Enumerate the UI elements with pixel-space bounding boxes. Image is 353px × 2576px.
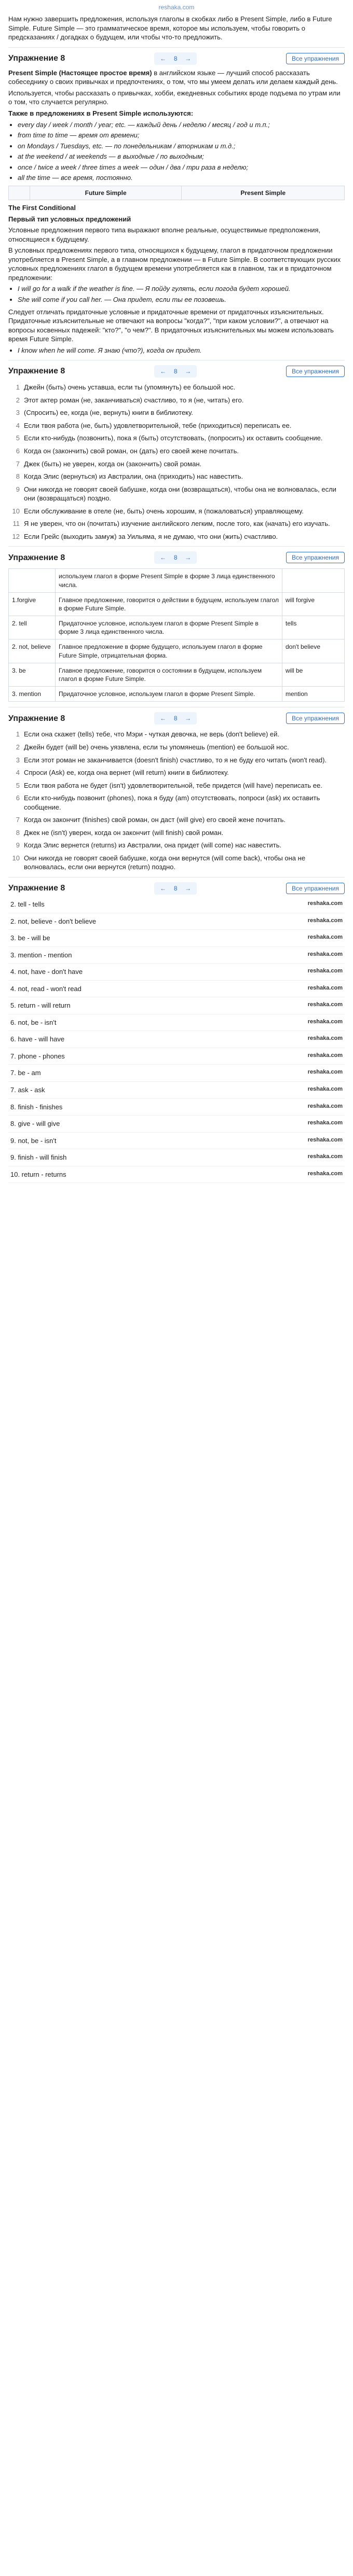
item-text: Они никогда не говорят своей бабушке, когда они вернутся (will come back), чтобы она не волновалась, если они вернутся (return) поздно. [24, 854, 306, 871]
item-number: 5 [16, 781, 20, 789]
watermark: reshaka.com [307, 1153, 343, 1160]
item-number: 7 [16, 816, 20, 824]
page-number: 8 [173, 54, 178, 62]
table-cell: используем глагол в форме Present Simple в форме 3 лица единственного числа. [56, 569, 282, 592]
list-item [8, 519, 345, 528]
item-text: Если твоя работа (не, быть) удовлетворительной, тебе (приходиться) переписать ее. [24, 421, 292, 429]
tense-comparison-table [8, 186, 345, 200]
card-title: Упражнение 8 [8, 553, 65, 562]
list-item [8, 768, 345, 777]
table-row [9, 592, 345, 616]
prev-arrow-icon[interactable]: ← [160, 715, 167, 722]
item-text: Джейн будет (will be) очень уязвлена, если ты упомянешь (mention) ее большой нос. [24, 743, 289, 751]
table-cell: Главное предложение в форме будущего, используем глагол в форме Future Simple, отрицательная форма. [56, 639, 282, 663]
table-cell: Главное предложение, говорится о действии в будущем, используем глагол в форме Future Simple. [56, 592, 282, 616]
item-text: Спроси (Ask) ее, когда она вернет (will return) книги в библиотеку. [24, 769, 229, 777]
present-simple-words-title: Также в предложениях в Present Simple используются: [8, 109, 194, 118]
list-item: • I will go for a walk if the weather is fine. — Я пойду гулять, если погода будет хорошей. [18, 284, 345, 294]
item-number: 10 [12, 507, 20, 515]
item-number: 5 [16, 434, 20, 442]
table-row [9, 616, 345, 639]
item-text: Если твоя работа не будет (isn't) удовлетворительной, тебе придется (will have) переписать ее. [24, 781, 322, 789]
next-arrow-icon[interactable]: → [185, 54, 192, 62]
item-text: Если кто-нибудь (позвонить), пока я (быть) отсутствовать, (попросить) их оставить сообщение. [24, 434, 323, 442]
list-item: • I know when he will come. Я знаю (что?), когда он придет. [18, 346, 345, 355]
item-text: Джек не (isn't) уверен, когда он закончит (will finish) свой роман. [24, 828, 224, 837]
next-arrow-icon[interactable]: → [185, 554, 192, 562]
watermark: reshaka.com [307, 1170, 343, 1177]
answer-text: 6. not, be - isn't [10, 1018, 57, 1026]
table-header [9, 186, 30, 200]
list-item [8, 947, 345, 964]
list-item [8, 1133, 345, 1150]
present-simple-intro: в английском языке — лучший способ рассказать собеседнику о своих привычках и предпочтениях, о том, что мы умеем делать или делаем каждый день. [8, 68, 338, 86]
watermark: reshaka.com [307, 900, 343, 907]
list-item [8, 485, 345, 503]
first-conditional-title: The First Conditional [8, 204, 76, 212]
list-item [8, 383, 345, 392]
list-item [8, 743, 345, 752]
list-item [8, 408, 345, 417]
card-header [8, 881, 345, 896]
table-row [9, 186, 345, 200]
watermark: reshaka.com [307, 1052, 343, 1059]
list-item [8, 896, 345, 913]
list-item [8, 447, 345, 456]
analysis-table [8, 568, 345, 702]
list-item [8, 793, 345, 812]
pager [154, 551, 197, 564]
watermark: reshaka.com [307, 917, 343, 924]
list-item: • from time to time — время от времени; [18, 131, 345, 140]
answer-text: 10. return - returns [10, 1170, 66, 1178]
item-number: 6 [16, 447, 20, 455]
table-row [9, 569, 345, 592]
prev-arrow-icon[interactable]: ← [160, 368, 167, 375]
table-cell [9, 569, 56, 592]
list-item: • She will come if you call her. — Она придет, если ты ее позовешь. [18, 295, 345, 304]
tasks-card [8, 360, 345, 541]
table-cell: 2. not, believe [9, 639, 56, 663]
item-text: Они никогда не говорят своей бабушке, когда они (возвращаться), чтобы она не волновалась, если они (возвращаться) поздно. [24, 485, 336, 503]
next-arrow-icon[interactable]: → [185, 368, 192, 375]
page-number: 8 [173, 884, 178, 892]
list-item [8, 828, 345, 838]
all-exercises-button[interactable]: Все упражнения [286, 53, 345, 64]
list-item: • every day / week / month / year; etc. — каждый день / неделю / месяц / год и т.п.; [18, 120, 345, 130]
answer-text: 4. not, have - don't have [10, 968, 83, 976]
list-item [8, 1149, 345, 1166]
list-item [8, 730, 345, 739]
prev-arrow-icon[interactable]: ← [160, 884, 167, 892]
pager [154, 365, 197, 378]
list-item [8, 1082, 345, 1099]
item-text: Этот актер роман (не, заканчиваться) счастливо, то я (не, читать) его. [24, 396, 244, 404]
list-item [8, 1065, 345, 1082]
item-text: (Спросить) ее, когда (не, вернуть) книги в библиотеку. [24, 409, 193, 417]
answer-text: 6. have - will have [10, 1035, 65, 1043]
watermark: reshaka.com [307, 934, 343, 941]
item-number: 9 [16, 485, 20, 493]
watermark: reshaka.com [307, 1035, 343, 1042]
all-exercises-button[interactable]: Все упражнения [286, 713, 345, 724]
answer-text: 7. ask - ask [10, 1085, 45, 1094]
list-item [8, 1166, 345, 1183]
item-number: 6 [16, 794, 20, 802]
table-header: Present Simple [182, 186, 345, 200]
pager [154, 712, 197, 725]
prev-arrow-icon[interactable]: ← [160, 554, 167, 562]
card-title: Упражнение 8 [8, 54, 65, 63]
list-item [8, 507, 345, 516]
answer-text: 9. finish - will finish [10, 1153, 67, 1162]
card-title: Упражнение 8 [8, 714, 65, 723]
watermark: reshaka.com [307, 1069, 343, 1076]
answer-text: 5. return - will return [10, 1001, 71, 1010]
item-number: 3 [16, 756, 20, 764]
table-cell: will forgive [282, 592, 345, 616]
page-number: 8 [173, 554, 178, 562]
list-item [8, 396, 345, 405]
page-number: 8 [173, 368, 178, 375]
item-number: 1 [16, 730, 20, 739]
watermark: reshaka.com [307, 1103, 343, 1109]
watermark: reshaka.com [307, 984, 343, 991]
answer-text: 2. tell - tells [10, 900, 45, 908]
first-conditional-examples [8, 284, 345, 304]
first-conditional-subtitle: Первый тип условных предложений [8, 215, 131, 223]
item-number: 4 [16, 421, 20, 429]
watermark: reshaka.com [307, 1001, 343, 1008]
time-expressions-list [8, 120, 345, 183]
pager [154, 882, 197, 895]
list-item [8, 781, 345, 790]
first-conditional-para-3: Следует отличать придаточные условные и придаточные времени от придаточных изъяснительных. Придаточные изъяснительные не отвечают на вопросы "когда?", "при каком условии?", а отвечают на вопросы косвенных падежей: "кто?", "о чем?". В придаточных изъяснительных мы можем использовать время Future Simple. [8, 308, 334, 343]
table-cell: Главное предложение, говорится о состоянии в будущем, используем глагол в форме Future Simple. [56, 663, 282, 686]
list-item [8, 997, 345, 1014]
list-item [8, 815, 345, 825]
intro-text: Нам нужно завершить предложения, используя глаголы в скобках либо в Present Simple, либо в Future Simple. Future Simple — это грамматическое время, которое мы используем, чтобы говорить о предсказаниях / догадках о будущем, или чтобы что-то предложить. [8, 15, 332, 41]
list-item [8, 421, 345, 430]
list-item [8, 841, 345, 850]
item-text: Когда Элис вернется (returns) из Австралии, она придет (will come) нас навестить. [24, 841, 282, 850]
item-number: 8 [16, 472, 20, 481]
watermark: reshaka.com [307, 1136, 343, 1143]
list-item [8, 1116, 345, 1133]
table-cell: 3. be [9, 663, 56, 686]
list-item [8, 1014, 345, 1032]
item-text: Когда он (закончить) свой роман, он (дать) его своей жене почитать. [24, 447, 239, 455]
next-arrow-icon[interactable]: → [185, 715, 192, 722]
list-item [8, 472, 345, 481]
table-cell: 3. mention [9, 687, 56, 702]
watermark: reshaka.com [307, 1120, 343, 1126]
item-number: 10 [12, 854, 20, 862]
item-text: Джейн (быть) очень уставша, если ты (упомянуть) ее большой нос. [24, 383, 236, 392]
item-text: Если она скажет (tells) тебе, что Мэри - чуткая девочка, не верь (don't believe) ей. [24, 730, 280, 739]
table-cell: mention [282, 687, 345, 702]
table-header: Future Simple [30, 186, 182, 200]
list-item [8, 1048, 345, 1065]
table-cell [282, 569, 345, 592]
item-text: Когда он закончит (finishes) свой роман, он даст (will give) его своей жене почитать. [24, 816, 286, 824]
item-number: 4 [16, 769, 20, 777]
list-item: • once / twice a week / three times a week — один / два / три раза в неделю; [18, 163, 345, 172]
list-item [8, 1099, 345, 1116]
list-item [8, 1031, 345, 1048]
answer-text: 3. be - will be [10, 934, 50, 942]
table-cell: tells [282, 616, 345, 639]
item-text: Если этот роман не заканчивается (doesn't finish) счастливо, то я не буду его читать (won't read). [24, 756, 327, 764]
card-header [8, 364, 345, 379]
item-number: 1 [16, 383, 20, 392]
analysis-card [8, 546, 345, 702]
table-row [9, 687, 345, 702]
present-simple-para [8, 68, 345, 87]
table-cell: don't believe [282, 639, 345, 663]
watermark: reshaka.com [307, 951, 343, 957]
answers-ru-list [8, 730, 345, 872]
answers-ru-card [8, 707, 345, 872]
table-cell: Придаточное условное, используем глагол в форме Present Simple. [56, 687, 282, 702]
list-item [8, 756, 345, 765]
watermark: reshaka.com [307, 968, 343, 974]
answer-text: 8. give - will give [10, 1120, 60, 1128]
list-item: • all the time — все время, постоянно. [18, 173, 345, 183]
list-item [8, 532, 345, 541]
card-header [8, 711, 345, 726]
list-item [8, 981, 345, 998]
next-arrow-icon[interactable]: → [185, 884, 192, 892]
page-number: 8 [173, 715, 178, 722]
item-number: 9 [16, 841, 20, 850]
list-item [8, 434, 345, 443]
answer-text: 7. phone - phones [10, 1052, 65, 1060]
item-text: Джек (быть) не уверен, когда он (закончить) свой роман. [24, 459, 202, 468]
list-item [8, 930, 345, 947]
item-number: 7 [16, 459, 20, 468]
answers-en-card [8, 877, 345, 1183]
table-row [9, 639, 345, 663]
item-number: 11 [12, 520, 20, 528]
answer-text: 2. not, believe - don't believe [10, 917, 97, 925]
list-item: • on Mondays / Tuesdays, etc. — по понедельникам / вторникам и т.д.; [18, 142, 345, 151]
item-text: Когда Элис (вернуться) из Австралии, она (приходить) нас навестить. [24, 472, 243, 481]
table-cell: Придаточное условное, используем глагол в форме Present Simple в форме 3 лица единственного числа. [56, 616, 282, 639]
first-conditional-para-1: Условные предложения первого типа выражают вполне реальные, осуществимые предположения, относящиеся к будущему. [8, 226, 321, 243]
answers-en-list [8, 896, 345, 1183]
table-cell: will be [282, 663, 345, 686]
table-cell: 2. tell [9, 616, 56, 639]
item-text: Если обслуживание в отеле (не, быть) очень хорошим, я (пожаловаться) управляющему. [24, 507, 304, 515]
watermark: reshaka.com [307, 1018, 343, 1025]
answer-text: 9. not, be - isn't [10, 1136, 57, 1145]
all-exercises-button[interactable]: Все упражнения [286, 552, 345, 563]
page [0, 0, 353, 1193]
all-exercises-button[interactable]: Все упражнения [286, 883, 345, 894]
list-item [8, 459, 345, 469]
all-exercises-button[interactable]: Все упражнения [286, 366, 345, 377]
pager [154, 52, 197, 65]
item-number: 8 [16, 828, 20, 837]
list-item [8, 964, 345, 981]
tasks-list [8, 383, 345, 541]
list-item [8, 913, 345, 930]
theory-card [8, 47, 345, 355]
list-item [8, 854, 345, 872]
card-header [8, 550, 345, 565]
card-title: Упражнение 8 [8, 367, 65, 376]
answer-text: 8. finish - finishes [10, 1103, 63, 1111]
first-conditional-para-2: В условных предложениях первого типа, относящихся к будущему, глагол в придаточном предложении употребляется в Present Simple, а в главном предложении — в Future Simple. В соответствующих русских условных предложениях глагол в будущем времени употребляется как в главном, так и в придаточном предложении: [8, 246, 341, 282]
item-number: 2 [16, 396, 20, 404]
table-cell: 1.forgive [9, 592, 56, 616]
present-simple-use: Используется, чтобы рассказать о привычках, хобби, ежедневных событиях вроде подъема по утрам или о том, что случается регулярно. [8, 89, 341, 106]
prev-arrow-icon[interactable]: ← [160, 54, 167, 62]
card-header [8, 51, 345, 66]
site-header: reshaka.com [158, 4, 195, 11]
present-simple-heading: Present Simple (Настоящее простое время) [8, 68, 152, 77]
table-row [9, 663, 345, 686]
watermark: reshaka.com [307, 1085, 343, 1092]
item-text: Если кто-нибудь позвонит (phones), пока я буду (am) отсутствовать, попроси (ask) их оставить сообщение. [24, 794, 320, 811]
item-text: Я не уверен, что он (почитать) изучение английского легким, после того, как (начать) его изучать. [24, 520, 330, 528]
item-number: 3 [16, 409, 20, 417]
answer-text: 4. not, read - won't read [10, 984, 82, 993]
answer-text: 7. be - am [10, 1069, 41, 1077]
first-conditional-example-2 [8, 346, 345, 355]
item-number: 2 [16, 743, 20, 751]
item-text: Если Грейс (выходить замуж) за Уильяма, я не думаю, что они (жить) счастливо. [24, 532, 278, 540]
list-item: • at the weekend / at weekends — в выходные / по выходным; [18, 152, 345, 161]
item-number: 12 [12, 532, 20, 540]
card-title: Упражнение 8 [8, 884, 65, 893]
answer-text: 3. mention - mention [10, 951, 72, 959]
